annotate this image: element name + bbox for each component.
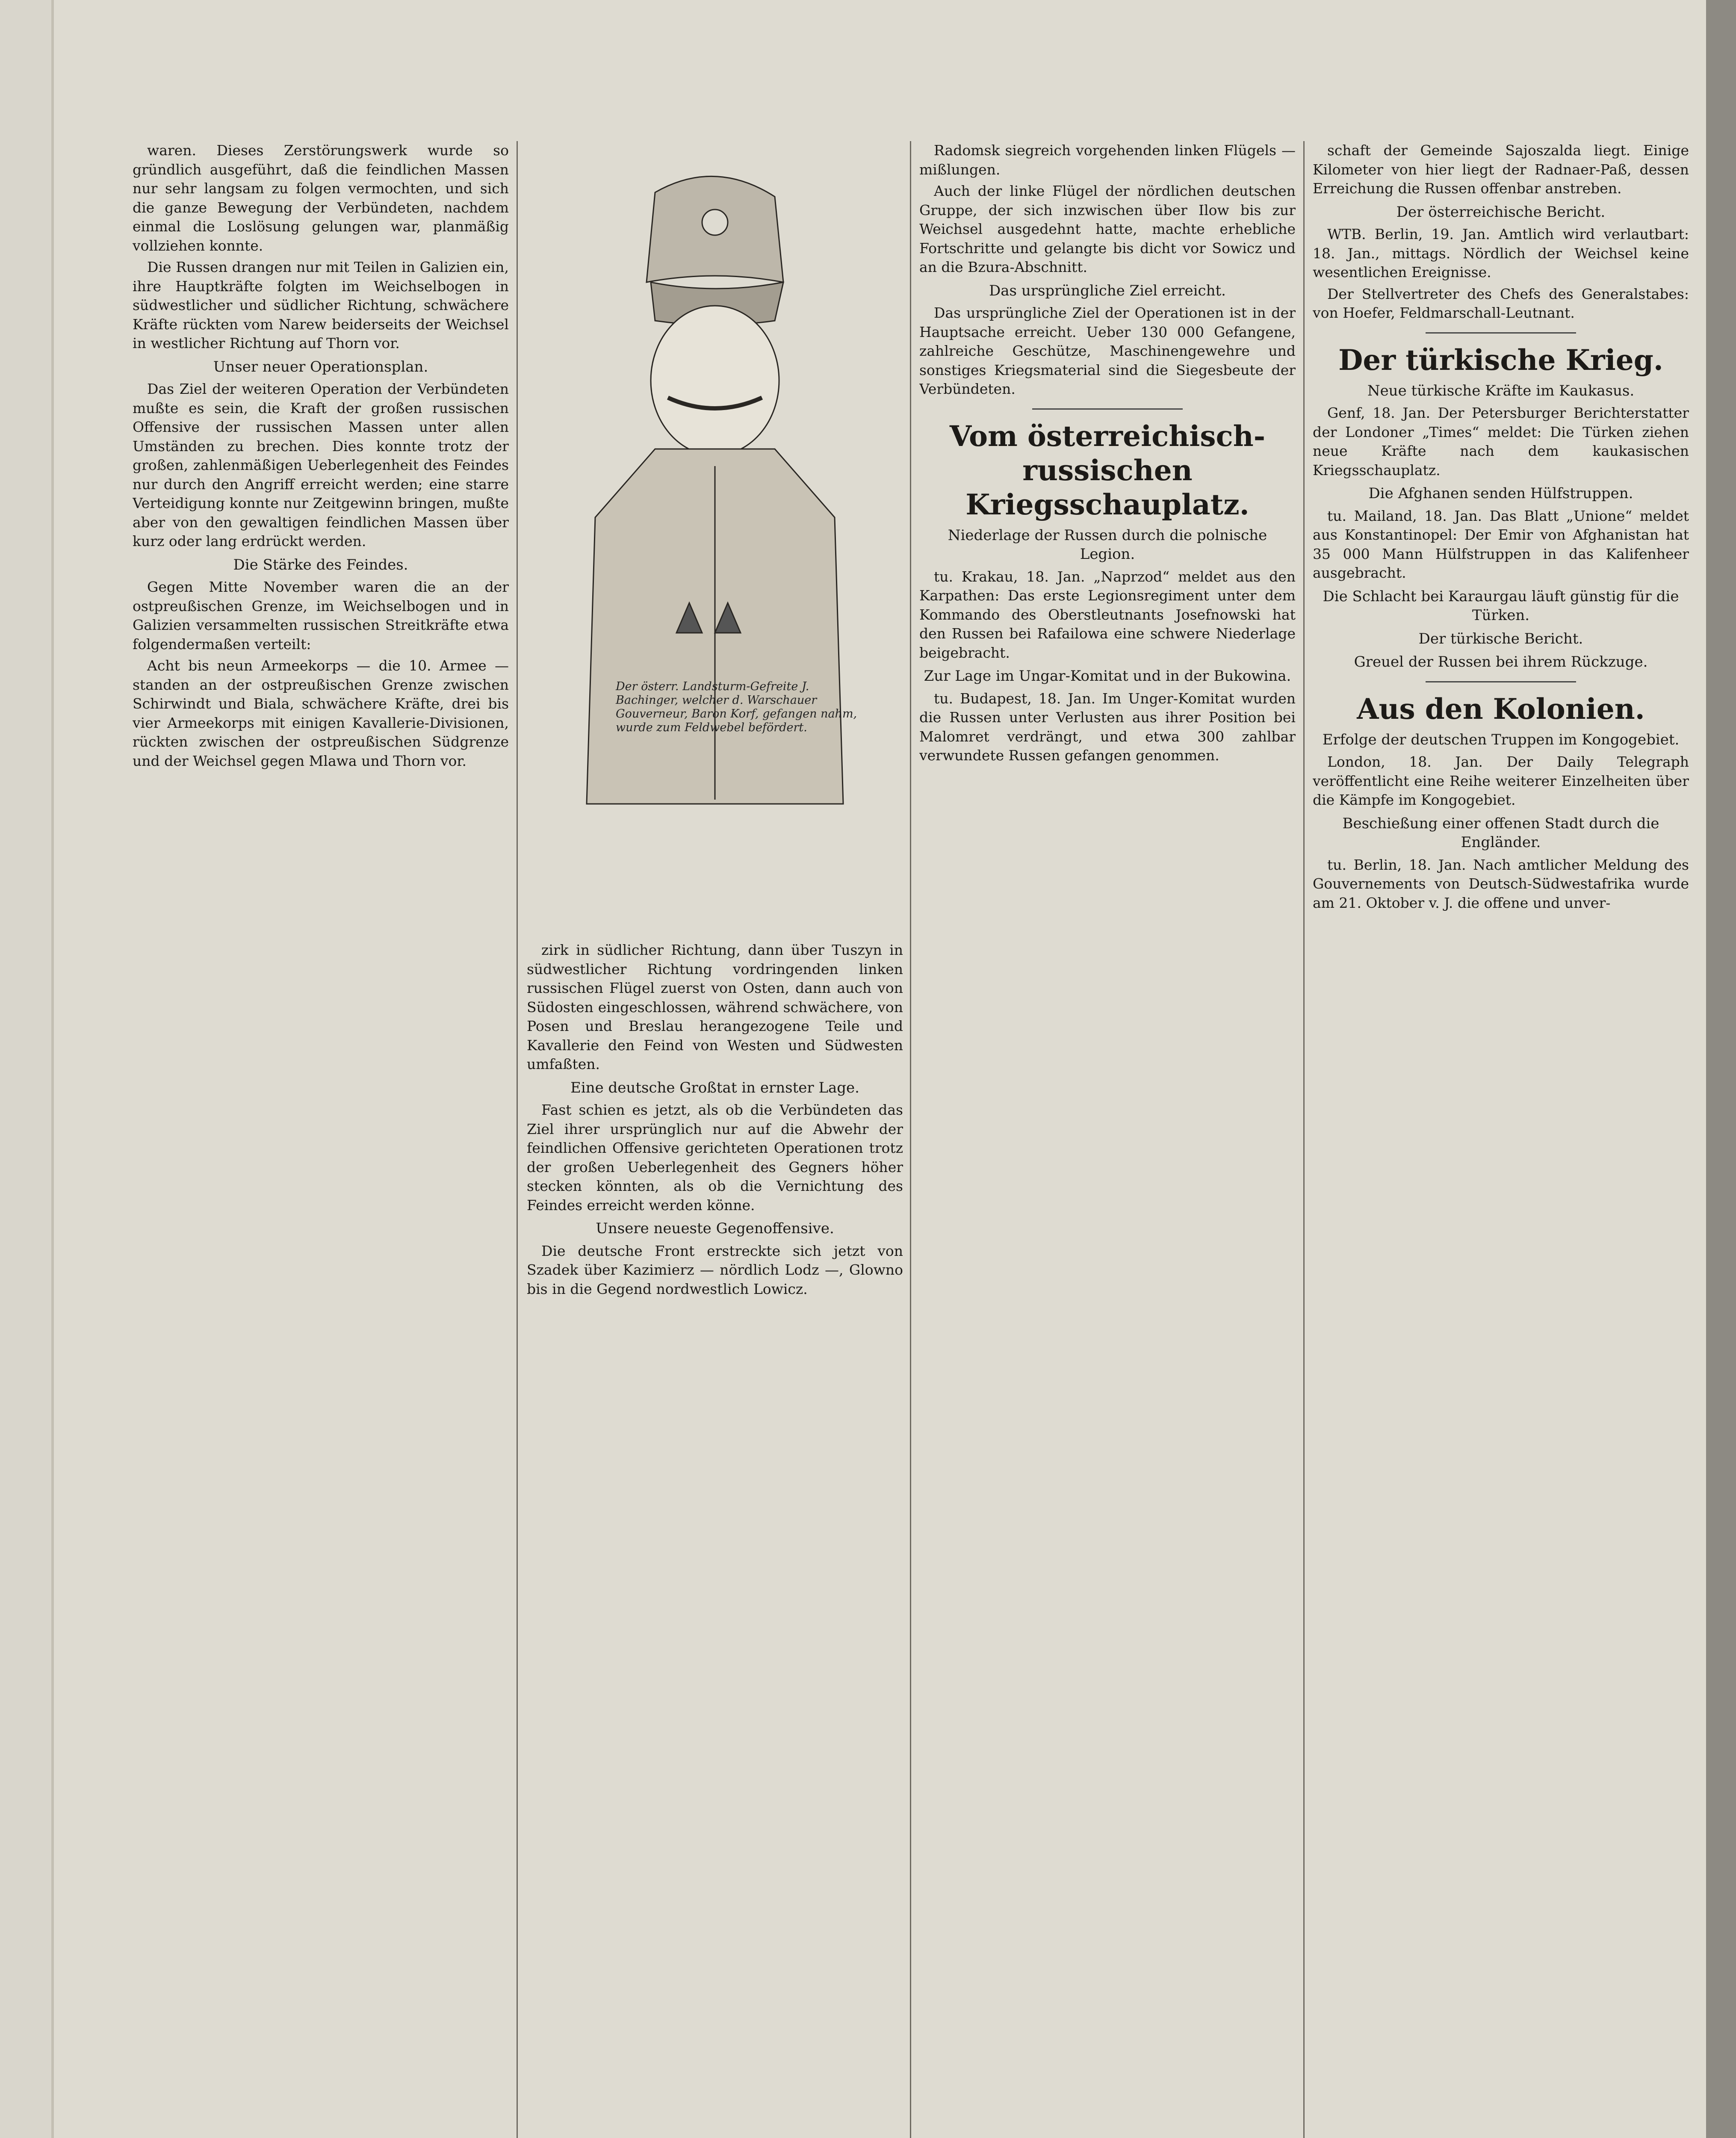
paragraph: London, 18. Jan. Der Daily Telegraph veröffentlicht eine Reihe weiterer Einzelheiten über die Kämpfe im Kongogebiet. [1313, 753, 1689, 808]
column-4 [1313, 141, 1689, 2138]
section-heading: Das ursprüngliche Ziel erreicht. [989, 282, 1226, 299]
next-page-edge [1706, 0, 1736, 2138]
separator [1426, 681, 1576, 682]
separator [1032, 408, 1183, 410]
section-heading: Unsere neueste Gegenoffensive. [596, 1220, 834, 1237]
signature-line: Der Stellvertreter des Chefs des Generalstabes: von Hoefer, Feldmarschall-Leutnant. [1313, 285, 1689, 321]
paragraph: Das Ziel der weiteren Operation der Verbündeten mußte es sein, die Kraft der großen russischen Offensive der russischen Massen unter allen Umständen zu brechen. Dies konnte trotz der großen, zahlenmäßigen Ueberlegenheit des Feindes nur durch den Angriff erreicht werden; eine starre Verteidigung konnte nur Zeitgewinn bringen, mußte aber von den gewaltigen feindlichen Massen über kurz oder lang erdrückt werden. [133, 381, 509, 549]
paragraph: tu. Mailand, 18. Jan. Das Blatt „Unione“ meldet aus Konstantinopel: Der Emir von Afghanistan hat 35 000 Mann Hülfstruppen in das Kalifenheer ausgebracht. [1313, 507, 1689, 581]
section-heading: Der türkische Bericht. [1418, 630, 1583, 647]
section-heading: Eine deutsche Großtat in ernster Lage. [570, 1079, 859, 1096]
section-heading: Die Schlacht bei Karaurgau läuft günstig für die Türken. [1323, 588, 1679, 624]
portrait-illustration [527, 141, 903, 919]
column-2 [527, 941, 903, 2138]
section-heading: Die Stärke des Feindes. [233, 556, 408, 573]
illustration-caption: Der österr. Landsturm-Gefreite J. Bachinger, welcher d. Warschauer Gouverneur, Baron Korf, gefangen nahm, wurde zum Feldwebel befördert. [616, 680, 857, 734]
paragraph: tu. Budapest, 18. Jan. Im Unger-Komitat wurden die Russen unter Verlusten aus ihrer Position bei Malomret verdrängt, und etwa 300 zahlbar verwundete Russen gefangen genommen. [919, 690, 1296, 764]
paragraph: zirk in südlicher Richtung, dann über Tuszyn in südwestlicher Richtung vordringenden linken russischen Flügel zuerst von Osten, dann auch von Südosten eingeschlossen, während schwächere, von Posen und Breslau herangezogene Teile und Kavallerie den Feind von Westen und Südwesten umfaßten. [527, 942, 903, 1072]
column-rule [517, 141, 518, 2138]
section-heading: Niederlage der Russen durch die polnische Legion. [948, 526, 1267, 563]
paragraph: schaft der Gemeinde Sajoszalda liegt. Einige Kilometer von hier liegt der Radnaer-Paß, dessen Erreichung die Russen offenbar anstreben. [1313, 142, 1689, 197]
headline: Vom österreichisch-russischen Kriegsschauplatz. [949, 419, 1266, 521]
paragraph: tu. Krakau, 18. Jan. „Naprzod“ meldet aus den Karpathen: Das erste Legionsregiment unter dem Kommando des Oberstleutnants Josefnowski hat den Russen bei Rafailowa eine schwere Niederlage beigebracht. [919, 568, 1296, 661]
paragraph: Die Russen drangen nur mit Teilen in Galizien ein, ihre Hauptkräfte folgten im Weichselbogen in südwestlicher und südlicher Richtung, schwächere Kräfte rückten vom Narew beiderseits der Weichsel in westlicher Richtung auf Thorn vor. [133, 259, 509, 351]
paragraph: Radomsk siegreich vorgehenden linken Flügels — mißlungen. [919, 142, 1296, 178]
paragraph: Gegen Mitte November waren die an der ostpreußischen Grenze, im Weichselbogen und in Galizien versammelten russischen Streitkräfte etwa folgendermaßen verteilt: [133, 579, 509, 653]
column-3 [919, 141, 1296, 2138]
column-rule [910, 141, 911, 2138]
headline: Aus den Kolonien. [1357, 692, 1645, 726]
paragraph: Fast schien es jetzt, als ob die Verbündeten das Ziel ihrer ursprünglich nur auf die Abwehr der feindlichen Offensive gerichteten Operationen trotz der großen Ueberlegenheit des Gegners höher stecken könnten, als ob die Vernichtung des Feindes erreicht werden könne. [527, 1101, 903, 1214]
column-1 [133, 141, 509, 2138]
section-heading: Erfolge der deutschen Truppen im Kongogebiet. [1322, 731, 1680, 748]
section-heading: Beschießung einer offenen Stadt durch die Engländer. [1342, 815, 1659, 851]
section-heading: Greuel der Russen bei ihrem Rückzuge. [1354, 653, 1648, 670]
paragraph: Das ursprüngliche Ziel der Operationen ist in der Hauptsache erreicht. Ueber 130 000 Gefangene, zahlreiche Geschütze, Maschinengewehre und sonstiges Kriegsmaterial sind die Siegesbeute der Verbündeten. [919, 304, 1296, 397]
separator [1426, 332, 1576, 334]
section-heading: Die Afghanen senden Hülfstruppen. [1368, 485, 1633, 502]
section-heading: Der österreichische Bericht. [1396, 203, 1606, 221]
paragraph: Acht bis neun Armeekorps — die 10. Armee — standen an der ostpreußischen Grenze zwischen Schirwindt und Biala, schwächere Kräfte, drei bis vier Armeekorps mit einigen Kavallerie-Divisionen, rückten zwischen der ostpreußischen Südgrenze und der Weichsel gegen Mlawa und Thorn vor. [133, 657, 509, 769]
paragraph: Die deutsche Front erstreckte sich jetzt von Szadek über Kazimierz — nördlich Lodz —, Glowno bis in die Gegend nordwestlich Lowicz. [527, 1242, 903, 1297]
paragraph: WTB. Berlin, 19. Jan. Amtlich wird verlautbart: 18. Jan., mittags. Nördlich der Weichsel keine wesentlichen Ereignisse. [1313, 226, 1689, 281]
paragraph: tu. Berlin, 18. Jan. Nach amtlicher Meldung des Gouvernements von Deutsch-Südwestafrika wurde am 21. Oktober v. J. die offene und unver- [1313, 856, 1689, 911]
paragraph: Genf, 18. Jan. Der Petersburger Berichterstatter der Londoner „Times“ meldet: Die Türken ziehen neue Kräfte nach dem kaukasischen Kriegsschauplatz. [1313, 405, 1689, 478]
section-heading: Neue türkische Kräfte im Kaukasus. [1367, 382, 1635, 399]
column-rule [1303, 141, 1305, 2138]
section-heading: Unser neuer Operationsplan. [213, 358, 428, 375]
section-heading: Zur Lage im Ungar-Komitat und in der Bukowina. [924, 667, 1291, 685]
headline: Der türkische Krieg. [1338, 343, 1663, 377]
paragraph: Auch der linke Flügel der nördlichen deutschen Gruppe, der sich inzwischen über Ilow bis zur Weichsel ausgedehnt hatte, machte erhebliche Fortschritte und gelangte bis dicht vor Sowicz und an die Bzura-Abschnitt. [919, 183, 1296, 275]
paragraph: waren. Dieses Zerstörungswerk wurde so gründlich ausgeführt, daß die feindlichen Massen nur sehr langsam zu folgen vermochten, und sich die ganze Bewegung der Verbündeten, nachdem einmal die Loslösung gelungen war, planmäßig vollziehen konnte. [133, 142, 509, 254]
